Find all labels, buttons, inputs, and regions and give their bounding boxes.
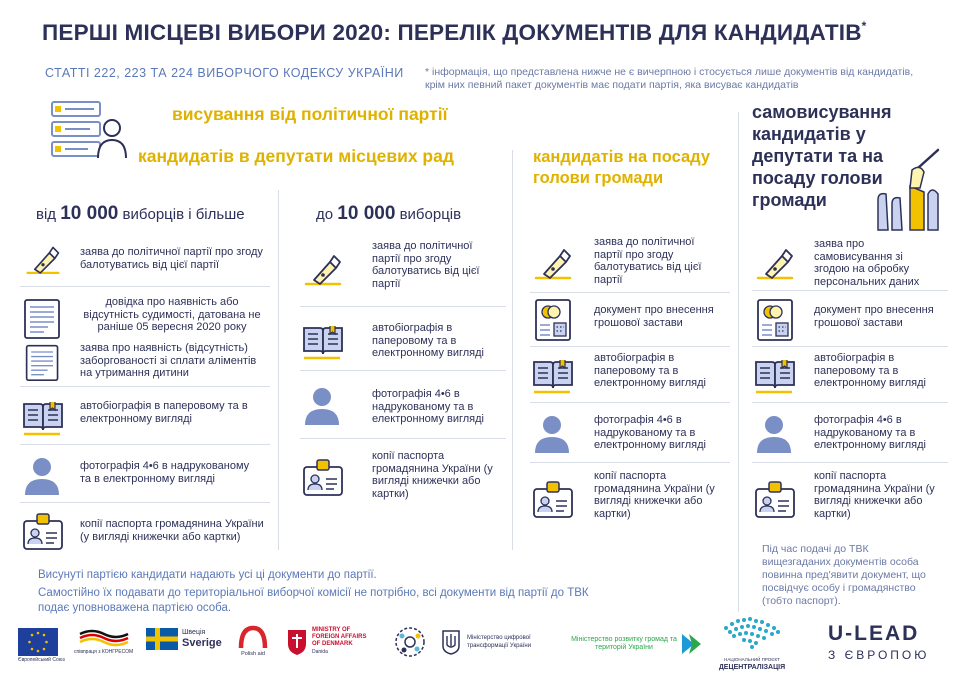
party-heading-line1: висування від політичної партії xyxy=(172,104,448,124)
row-divider xyxy=(530,462,730,463)
row-divider xyxy=(530,402,730,403)
ministry-development-logo: Міністерство розвитку громад та територій України xyxy=(568,632,702,656)
passport-icon xyxy=(530,476,576,522)
column-divider xyxy=(738,112,739,612)
passport-icon xyxy=(300,454,346,500)
decentralization-logo: НАЦІОНАЛЬНИЙ ПРОЄКТ ДЕЦЕНТРАЛІЗАЦІЯ xyxy=(716,612,788,672)
row-divider xyxy=(20,502,270,503)
list-person-icon xyxy=(50,98,128,167)
row-divider xyxy=(20,444,270,445)
person-icon xyxy=(752,410,798,456)
list-item: автобіографія в паперовому та в електронному вигляді xyxy=(530,352,736,396)
list-item: заява до політичної партії про згоду балотуватись від цієї партії xyxy=(300,240,510,294)
germany-partner-logo: співпраця з КОНГРЕСОМ xyxy=(74,628,133,656)
list-item: автобіографія в паперовому та в електронному вигляді xyxy=(752,352,952,396)
row-divider xyxy=(752,290,948,291)
page-title: ПЕРШІ МІСЦЕВІ ВИБОРИ 2020: ПЕРЕЛІК ДОКУМЕНТІВ ДЛЯ КАНДИДАТІВ* xyxy=(42,18,867,45)
list-item: заява до політичної партії про згоду балотуватись від цієї партії xyxy=(20,242,272,282)
book-icon xyxy=(752,352,798,396)
pen-icon xyxy=(530,244,576,288)
list-item: документ про внесення грошової застави xyxy=(752,296,952,342)
column-divider xyxy=(512,150,513,550)
row-divider xyxy=(300,438,506,439)
network-gear-icon xyxy=(392,624,428,660)
row-divider xyxy=(20,386,270,387)
pen-icon xyxy=(752,244,798,288)
column-head-small: до 10 000 виборців xyxy=(316,203,462,224)
money-document-icon xyxy=(530,296,576,342)
raised-hands-icon xyxy=(872,148,944,237)
self-passport-note: Під час подачі до ТВК вищезгаданих документів особа повинна пред'явити документ, що посвідчує особу і громадянство (тобто паспорт). xyxy=(762,543,926,607)
row-divider xyxy=(752,346,948,347)
column-head-big: від 10 000 виборців і більше xyxy=(36,203,245,224)
list-item: копії паспорта громадянина України (у вигляді книжечки або картки) xyxy=(20,508,272,554)
page-subtitle: СТАТТІ 222, 223 ТА 224 ВИБОРЧОГО КОДЕКСУ УКРАЇНИ xyxy=(45,66,404,80)
denmark-logo: MINISTRY OF FOREIGN AFFAIRS OF DENMARK Danida xyxy=(286,626,374,656)
ulead-logo: U-LEAD З ЄВРОПОЮ xyxy=(828,622,930,662)
trident-icon xyxy=(440,628,462,656)
denmark-emblem-icon xyxy=(286,626,308,656)
list-item: копії паспорта громадянина України (у вигляді книжечки або картки) xyxy=(530,470,736,522)
book-icon xyxy=(530,352,576,396)
row-divider xyxy=(752,462,948,463)
column-divider xyxy=(278,190,279,550)
sweden-logo: Швеція Sverige xyxy=(146,628,222,650)
list-item: копії паспорта громадянина України (у вигляді книжечки або картки) xyxy=(752,470,952,522)
self-heading: самовисування кандидатів у депутати та на посаду голови громади xyxy=(752,102,892,210)
list-item: автобіографія в паперовому та в електронному вигляді xyxy=(20,394,272,438)
list-item: заява до політичної партії про згоду балотуватись від цієї партії xyxy=(530,236,736,288)
passport-icon xyxy=(752,476,798,522)
list-item: фотографія 4•6 в надрукованому та в електронному вигляді xyxy=(752,410,952,456)
list-item: документ про внесення грошової застави xyxy=(530,296,736,342)
book-icon xyxy=(300,318,346,362)
list-item: автобіографія в паперовому та в електронному вигляді xyxy=(300,318,510,362)
dotted-map-icon xyxy=(716,612,788,656)
party-heading-line2: кандидатів в депутати місцевих рад xyxy=(138,146,454,166)
pen-icon xyxy=(20,242,66,282)
list-item: довідка про наявність або відсутність судимості, датована не раніше 05 вересня 2020 року xyxy=(20,296,272,340)
row-divider xyxy=(300,370,506,371)
list-item: копії паспорта громадянина України (у вигляді книжечки або картки) xyxy=(300,450,510,500)
list-item: фотографія 4•6 в надрукованому та в електронному вигляді xyxy=(300,382,510,428)
person-icon xyxy=(530,410,576,456)
network-logo xyxy=(392,624,428,660)
document-icon xyxy=(20,342,66,382)
row-divider xyxy=(530,346,730,347)
eu-logo: Європейський Союз xyxy=(18,628,65,664)
ministry-digital-logo: Міністерство цифрової трансформації України xyxy=(440,628,545,656)
person-icon xyxy=(300,382,346,428)
list-item: фотографія 4•6 в надрукованому та в електронному вигляді xyxy=(20,452,272,498)
footer-line1: Висунуті партією кандидати надають усі ці документи до партії. xyxy=(38,569,377,581)
list-item: заява про самовисування зі згодою на обробку персональних даних xyxy=(752,238,952,288)
pen-icon xyxy=(300,250,346,294)
flag-wave-icon xyxy=(78,628,130,648)
document-icon xyxy=(20,296,66,340)
disclaimer-note: * інформація, що представлена нижче не є вичерпною і стосується лише документів від кандидатів, крім них певний пакет документів має подати партія, яка висуває кандидатів xyxy=(425,66,914,91)
list-item: фотографія 4•6 в надрукованому та в електронному вигляді xyxy=(530,410,736,456)
row-divider xyxy=(752,402,948,403)
person-icon xyxy=(20,452,66,498)
eu-flag-icon xyxy=(18,628,58,656)
polish-aid-logo: Polish aid xyxy=(238,624,268,658)
row-divider xyxy=(530,292,730,293)
row-divider xyxy=(20,286,270,287)
list-item: заява про наявність (відсутність) заборгованості зі сплати аліментів на утримання дитини xyxy=(20,342,272,382)
polish-aid-icon xyxy=(238,624,268,650)
money-document-icon xyxy=(752,296,798,342)
arrow-chevron-icon xyxy=(680,632,702,656)
footer-line2: Самостійно їх подавати до територіальної виборчої комісії не потрібно, всі документи від партії до ТВК подає уповноважена партією особа. xyxy=(38,587,589,614)
row-divider xyxy=(300,306,506,307)
head-heading: кандидатів на посаду голови громади xyxy=(533,148,711,187)
passport-icon xyxy=(20,508,66,554)
sweden-flag-icon xyxy=(146,628,178,650)
book-icon xyxy=(20,394,66,438)
